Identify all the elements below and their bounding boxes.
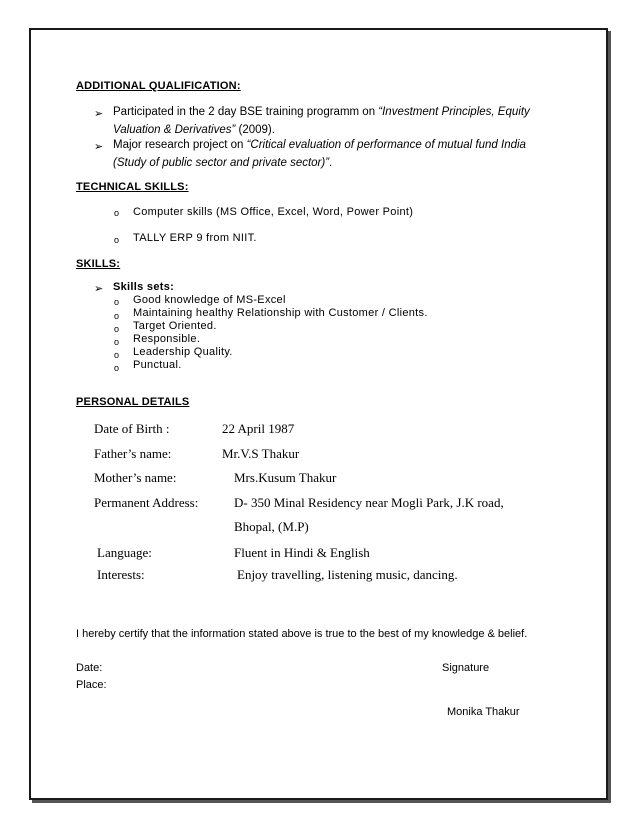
qualification-item-1-line-1: Participated in the 2 day BSE training programm on “Investment Principles, Equity <box>113 106 530 118</box>
detail-label-mother: Mother’s name: <box>94 470 177 485</box>
circle-bullet-icon: o <box>114 297 120 307</box>
additional-qualification-heading: ADDITIONAL QUALIFICATION: <box>76 80 241 92</box>
circle-bullet-icon: o <box>114 235 120 245</box>
technical-skills-heading: TECHNICAL SKILLS: <box>76 181 189 193</box>
detail-label-language: Language: <box>97 545 152 560</box>
skill-item: Leadership Quality. <box>133 346 233 358</box>
technical-skill-item: Computer skills (MS Office, Excel, Word, Power Point) <box>133 206 414 218</box>
place-label: Place: <box>76 679 107 691</box>
qualification-item-1-line-2: Valuation & Derivatives” (2009). <box>113 124 275 136</box>
qualification-item-2-line-2: (Study of public sector and private sector)”. <box>113 157 333 169</box>
detail-value-interests: Enjoy travelling, listening music, dancing. <box>237 567 458 582</box>
detail-label-address: Permanent Address: <box>94 495 199 510</box>
detail-value-address: D- 350 Minal Residency near Mogli Park, J.K road, <box>234 495 504 510</box>
circle-bullet-icon: o <box>114 208 120 218</box>
detail-value-mother: Mrs.Kusum Thakur <box>234 470 337 485</box>
circle-bullet-icon: o <box>114 337 120 347</box>
detail-label-father: Father’s name: <box>94 446 172 461</box>
skill-item: Responsible. <box>133 333 201 345</box>
skill-item: Maintaining healthy Relationship with Customer / Clients. <box>133 307 428 319</box>
declaration-text: I hereby certify that the information stated above is true to the best of my knowledge & belief. <box>76 628 528 640</box>
technical-skill-item: TALLY ERP 9 from NIIT. <box>133 232 257 244</box>
detail-label-dob: Date of Birth : <box>94 421 170 436</box>
skills-heading: SKILLS: <box>76 258 121 270</box>
personal-details-heading: PERSONAL DETAILS <box>76 396 190 408</box>
skills-sets-subheading: Skills sets: <box>113 281 175 293</box>
detail-value-language: Fluent in Hindi & English <box>234 545 370 560</box>
date-label: Date: <box>76 662 103 674</box>
qualification-item-2-line-1: Major research project on “Critical evaluation of performance of mutual fund India <box>113 139 526 151</box>
circle-bullet-icon: o <box>114 324 120 334</box>
detail-value-dob: 22 April 1987 <box>222 421 295 436</box>
arrow-bullet-icon: ➢ <box>94 283 104 295</box>
arrow-bullet-icon: ➢ <box>94 108 104 120</box>
skill-item: Punctual. <box>133 359 182 371</box>
circle-bullet-icon: o <box>114 311 120 321</box>
skill-item: Target Oriented. <box>133 320 217 332</box>
arrow-bullet-icon: ➢ <box>94 141 104 153</box>
signature-label: Signature <box>442 662 490 674</box>
circle-bullet-icon: o <box>114 350 120 360</box>
skill-item: Good knowledge of MS-Excel <box>133 294 286 306</box>
detail-label-interests: Interests: <box>97 567 145 582</box>
circle-bullet-icon: o <box>114 363 120 373</box>
detail-value-address-city: Bhopal, (M.P) <box>234 519 309 534</box>
signatory-name: Monika Thakur <box>447 706 520 718</box>
detail-value-father: Mr.V.S Thakur <box>222 446 300 461</box>
